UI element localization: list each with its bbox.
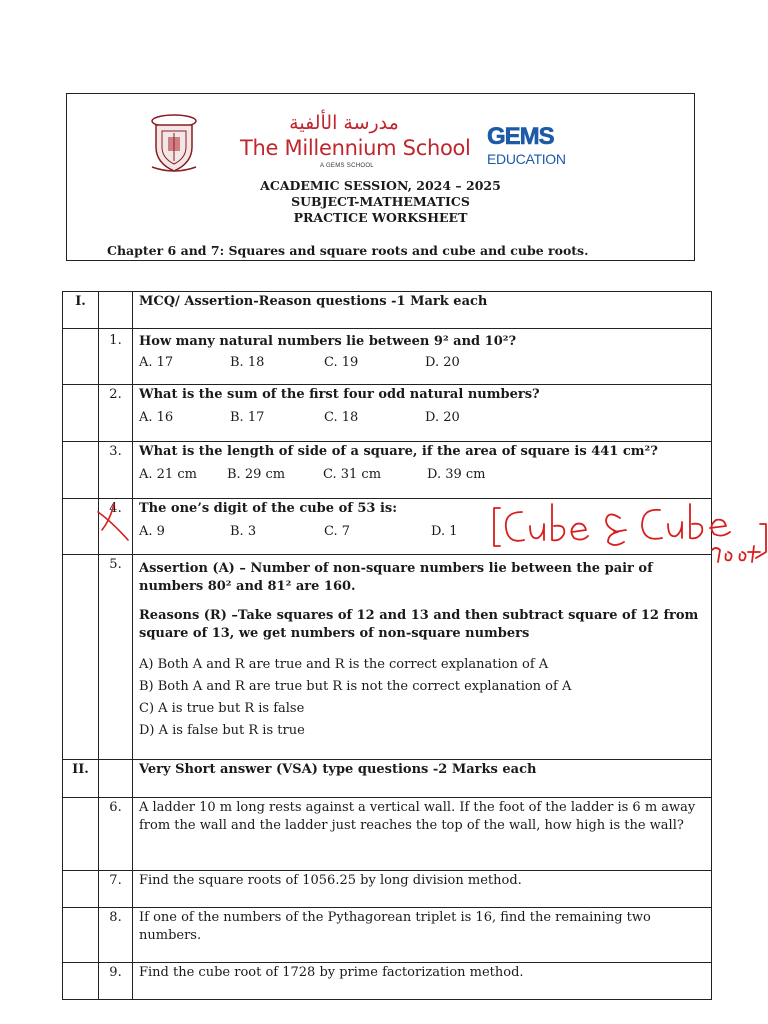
options — [139, 354, 703, 372]
option-b: B. 29 cm — [227, 467, 286, 482]
question-row-2 — [63, 385, 712, 442]
school-crest-logo — [148, 113, 200, 175]
option-b: B. 3 — [230, 524, 257, 539]
question-number: 8. — [109, 910, 122, 925]
question-text: If one of the numbers of the Pythagorean triplet is 16, find the remaining two numbers. — [139, 910, 651, 943]
options — [139, 409, 703, 427]
option-a: A. 17 — [139, 355, 174, 370]
section-2-number: II. — [72, 762, 89, 777]
option-a: A. 16 — [139, 410, 174, 425]
question-text: The one’s digit of the cube of 53 is: — [139, 501, 398, 516]
ar-option-a: A) Both A and R are true and R is the correct explanation of A — [139, 657, 549, 672]
ar-option-b: B) Both A and R are true but R is not the correct explanation of A — [139, 679, 572, 694]
option-c: C. 31 cm — [323, 467, 382, 482]
handwritten-note-cube-and-cube-root — [490, 498, 768, 572]
chapter-title: Chapter 6 and 7: Squares and square roots and cube and cube roots. — [107, 243, 589, 258]
assertion-text: Assertion (A) – Number of non-square numbers lie between the pair of numbers 80² and 81² are 160. — [139, 561, 653, 594]
option-c: C. 18 — [324, 410, 359, 425]
question-number: 7. — [109, 873, 122, 888]
section-1-header-row — [63, 292, 712, 329]
ar-option-c: C) A is true but R is false — [139, 701, 305, 716]
question-number: 4. — [109, 501, 122, 516]
option-d: D. 20 — [425, 410, 460, 425]
option-c: C. 19 — [324, 355, 359, 370]
option-b: B. 17 — [230, 410, 265, 425]
question-text: Find the cube root of 1728 by prime factorization method. — [139, 965, 524, 980]
question-text: A ladder 10 m long rests against a vertical wall. If the foot of the ladder is 6 m away from the wall and the ladder just reaches the top of the wall, how high is the wall? — [139, 800, 696, 833]
option-c: C. 7 — [324, 524, 351, 539]
question-row-7 — [63, 871, 712, 908]
academic-session: ACADEMIC SESSION, 2024 – 2025 — [260, 178, 501, 193]
school-name: The Millennium School — [240, 136, 471, 160]
reason-text: Reasons (R) –Take squares of 12 and 13 and then subtract square of 12 from square of 13, we get numbers of non-square numbers — [139, 608, 699, 641]
options — [139, 466, 703, 484]
questions-table — [62, 291, 712, 1000]
subject-line: SUBJECT-MATHEMATICS — [291, 194, 470, 209]
question-text: What is the sum of the first four odd natural numbers? — [139, 387, 540, 402]
question-number: 1. — [109, 333, 122, 348]
gems-education-label: EDUCATION — [487, 151, 566, 167]
question-row-8 — [63, 908, 712, 963]
option-d: D. 1 — [431, 524, 458, 539]
gems-logo: GEMS — [487, 123, 554, 150]
ar-option-d: D) A is false but R is true — [139, 723, 305, 738]
question-row-6 — [63, 798, 712, 871]
section-1-number: I. — [75, 294, 86, 309]
section-1-title: MCQ/ Assertion-Reason questions -1 Mark each — [139, 294, 488, 309]
question-number: 5. — [109, 557, 122, 572]
question-row-1 — [63, 329, 712, 385]
option-a: A. 21 cm — [139, 467, 197, 482]
question-number: 6. — [109, 800, 122, 815]
option-d: D. 20 — [425, 355, 460, 370]
question-number: 9. — [109, 965, 122, 980]
question-text: What is the length of side of a square, if the area of square is 441 cm²? — [139, 444, 658, 459]
option-d: D. 39 cm — [427, 467, 486, 482]
option-a: A. 9 — [139, 524, 165, 539]
question-text: How many natural numbers lie between 9² and 10²? — [139, 334, 517, 349]
question-number: 3. — [109, 444, 122, 459]
section-2-title: Very Short answer (VSA) type questions -2 Marks each — [139, 762, 537, 777]
question-number: 2. — [109, 387, 122, 402]
question-row-5 — [63, 555, 712, 760]
handwritten-cross-mark — [92, 500, 132, 542]
question-row-3 — [63, 442, 712, 499]
section-2-header-row — [63, 760, 712, 798]
option-b: B. 18 — [230, 355, 265, 370]
school-tagline: A GEMS SCHOOL — [320, 163, 374, 169]
school-name-arabic: مدرسة الألفية — [289, 112, 399, 134]
question-text: Find the square roots of 1056.25 by long division method. — [139, 873, 522, 888]
worksheet-title: PRACTICE WORKSHEET — [293, 210, 468, 225]
question-row-9 — [63, 963, 712, 1000]
